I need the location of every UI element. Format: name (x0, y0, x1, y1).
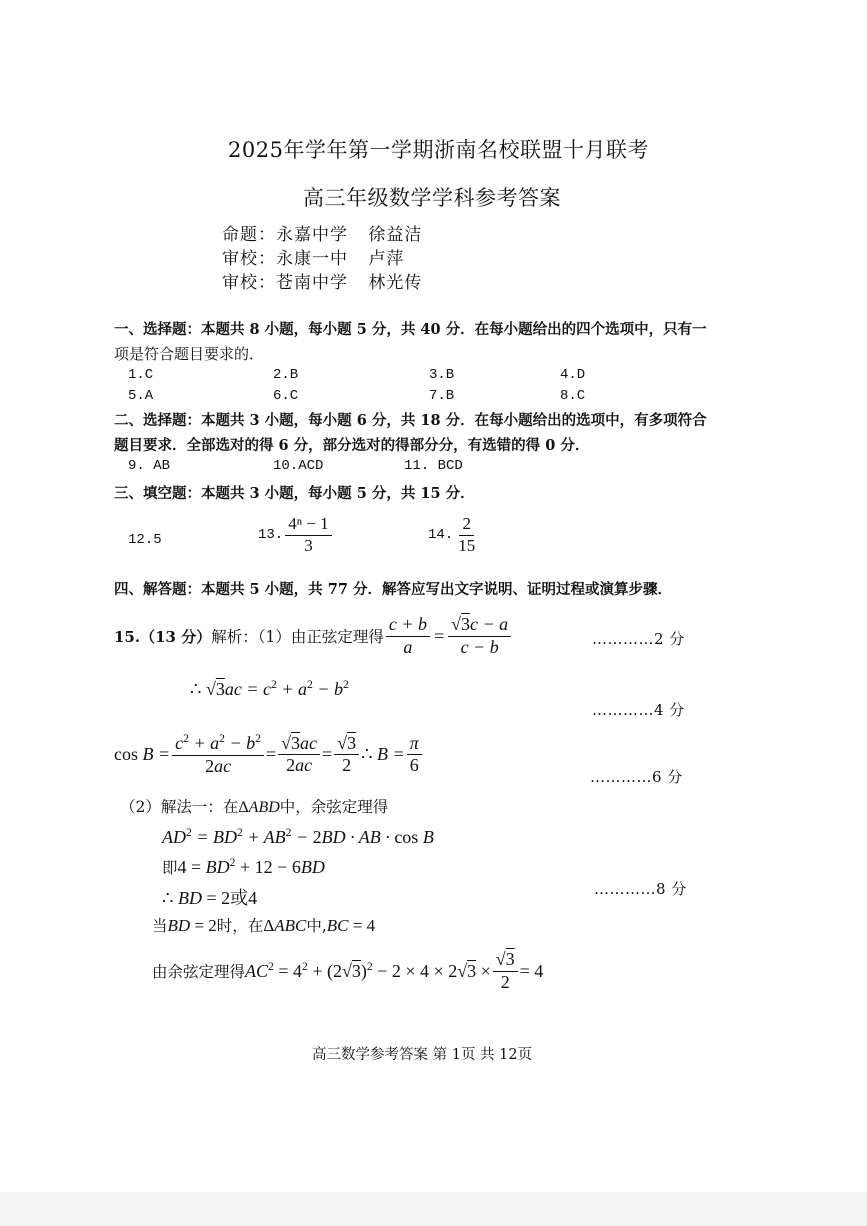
credit-person: 徐益洁 (368, 225, 423, 245)
credit-person: 卢萍 (368, 249, 405, 269)
page-footer: 高三数学参考答案 第 1页 共 12页 (312, 1047, 533, 1063)
answer-13-label: 13. (258, 527, 284, 544)
step-label: 即 (162, 860, 178, 877)
equation-ac: $AC^2 = 4^2 + (2√3)^2 - 2 \times 4 \times 2√3$ × $\frac{√3}{2}$ = 4 (245, 949, 544, 992)
credit-org: 苍南中学 (276, 273, 348, 293)
credit-role: 命题： (222, 225, 276, 245)
credit-person: 林光传 (368, 273, 423, 293)
fraction-numerator: 2 (459, 515, 474, 536)
section4-heading: 四、解答题：本题共 5 小题，共 77 分．解答应写出文字说明、证明过程或演算步骤． (114, 581, 672, 598)
credit-org: 永康一中 (276, 249, 348, 269)
document-subtitle: 高三年级数学学科参考答案 (303, 186, 561, 210)
equation-cosine-law: $AD^2 = BD^2 + AB^2 - 2BD$ · AB · cos B (162, 826, 434, 847)
answer-2: 2.B (273, 367, 299, 383)
answer-14-label: 14. (428, 527, 454, 544)
fraction-denominator: 15 (458, 535, 476, 555)
equation-cosB: cos B = $\frac{c^2 + a^2 - b^2}{2ac}$ = $\frac{√3ac}{2ac}$ = $\frac{√3}{2}$ ∴ B = $\frac{\pi}{6}$ (114, 733, 424, 777)
q15-heading: 15.（13 分） (114, 627, 212, 646)
case-text-tail: 中, (306, 917, 327, 935)
page-bottom-strip (0, 1192, 867, 1226)
case-text: 当 (152, 917, 168, 935)
answer-11: 11. BCD (404, 458, 463, 474)
section2-heading: 二、选择题：本题共 3 小题，每小题 6 分，共 18 分．在每小题给出的选项中，有多项符合 (114, 412, 707, 429)
score-2: …………2 分 (592, 630, 685, 648)
credit-role: 审校： (222, 273, 276, 293)
equation-sine-law: $\frac{c + b}{a}$ = $\frac{√3c - a}{c - b}$ (384, 615, 513, 658)
answer-8: 8.C (560, 388, 586, 404)
answer-12: 12.5 (128, 532, 162, 548)
score-8: …………8 分 (594, 880, 687, 898)
answer-7: 7.B (429, 388, 455, 404)
answer-10: 10.ACD (273, 458, 324, 474)
score-6: …………6 分 (590, 768, 683, 786)
q15-part2-heading: （2）解法一：在ΔABD中，余弦定理得 (120, 798, 389, 816)
part2-text-tail: 中，余弦定理得 (279, 798, 389, 816)
section1-heading: 一、选择题：本题共 8 小题，每小题 5 分，共 40 分．在每小题给出的四个选项中，只有一 (114, 321, 707, 338)
q15-case-line: 当BD = 2时，在ΔABC中,BC = 4 (152, 916, 376, 935)
answer-9: 9. AB (128, 458, 171, 474)
equation-therefore: ∴ $√3ac = c^2 + a^2 - b^2$ (190, 678, 349, 699)
q15-line1 (114, 615, 513, 658)
case-text-mid: 时，在 (216, 917, 264, 935)
answer-1: 1.C (128, 367, 154, 383)
answer-13-fraction (285, 515, 331, 555)
part2-text: （2）解法一：在 (120, 798, 239, 816)
answer-13 (258, 515, 334, 555)
cos-law-label: 由余弦定理得 (152, 963, 246, 982)
answer-5: 5.A (128, 388, 154, 404)
fraction-denominator: 3 (304, 535, 313, 555)
section1-heading-cont: 项是符合题目要求的． (114, 345, 265, 363)
document-title: 2025年学年第一学期浙南名校联盟十月联考 (228, 138, 649, 162)
equation-substitution: 即$4 = BD^2 + 12 - 6BD$ (162, 856, 325, 877)
q15-intro: 解析：（1）由正弦定理得 (211, 628, 384, 647)
answer-14-fraction (455, 515, 478, 555)
credit-line (222, 220, 422, 245)
section3-heading: 三、填空题：本题共 3 小题，每小题 5 分，共 15 分． (114, 485, 475, 502)
answer-6: 6.C (273, 388, 299, 404)
score-4: …………4 分 (592, 701, 685, 719)
credit-line (222, 268, 422, 293)
equation-bd-result: ∴ BD = 2或4 (162, 888, 258, 908)
answer-3: 3.B (429, 367, 455, 383)
section2-heading-cont: 题目要求．全部选对的得 6 分，部分选对的得部分分，有选错的得 0 分． (114, 437, 590, 454)
answer-4: 4.D (560, 367, 586, 383)
credit-org: 永嘉中学 (276, 225, 348, 245)
fraction-numerator: 4ⁿ − 1 (285, 515, 331, 536)
credit-line (222, 244, 404, 269)
credit-role: 审校： (222, 249, 276, 269)
q15-ac-line (152, 950, 543, 993)
answer-14 (428, 515, 480, 555)
